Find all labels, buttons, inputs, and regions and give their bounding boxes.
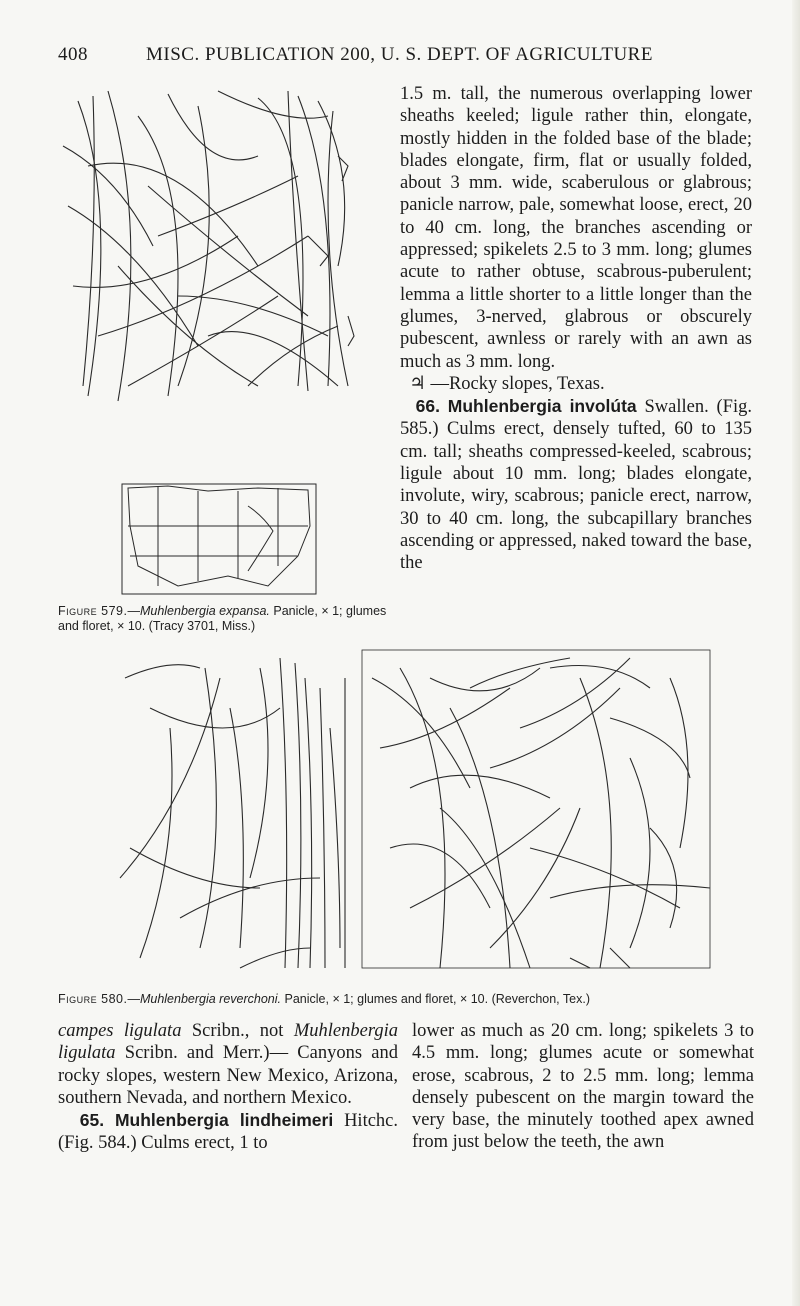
figure-580-illustration (110, 648, 720, 983)
species-name: Muhlenbergia expansa. (139, 604, 270, 618)
species-number: 65. (79, 1110, 105, 1131)
running-title: MISC. PUBLICATION 200, U. S. DEPT. OF AGRICULTURE (146, 44, 653, 65)
panicle-drawing-580 (110, 648, 720, 983)
caption-text: Panicle, × 1; glumes and floret, × 10. (Tracy 3701, Miss.) (58, 604, 387, 633)
text-column-bottom-left (58, 1020, 398, 1155)
page-number: 408 (58, 44, 88, 65)
species-heading: Muhlenbergia involúta (447, 396, 637, 417)
species-description: Swallen. (Fig. 585.) Culms erect, densely tufted, 60 to 135 cm. tall; sheaths compressed-keeled, scabrous; ligule about 10 mm. long; blades elongate, involute, wiry, scabrous; panicle erect, narrow, 30 to 40 cm. long, the subcapillary branches ascending or appressed, naked toward the base, the (400, 397, 752, 574)
perennial-symbol: ♃ (409, 373, 426, 394)
paragraph: lower as much as 20 cm. long; spikelets 3 to 4.5 mm. long; glumes acute or somewhat erose, scabrous, 2 to 2.5 mm. long; lemma densely pubescent on the margin toward the very base, the minutely toothed apex awned from just below the teeth, the awn (412, 1021, 754, 1153)
paragraph: 1.5 m. tall, the numerous overlapping lower sheaths keeled; ligule rather thin, elongate, mostly hidden in the folded base of the blade; blades elongate, firm, flat or usually folded, about 3 mm. wide, scaberulous or glabrous; panicle narrow, pale, somewhat loose, erect, 20 to 40 cm. long, the branches ascending or appressed; spikelets 2.5 to 3 mm. long; glumes acute to rather obtuse, scabrous-puberulent; lemma a little shorter to a little longer than the glumes, 3-nerved, glabrous or obscurely pubescent, awnless or rarely with an awn as much as 3 mm. long. (400, 84, 752, 372)
panicle-drawing-579 (58, 86, 398, 601)
text-column-bottom-right (412, 1020, 754, 1154)
species-number: 66. (415, 396, 440, 417)
figure-label: Figure 580. (58, 992, 128, 1006)
page-edge (792, 0, 800, 1306)
species-heading: Muhlenbergia lindheimeri (114, 1110, 334, 1131)
text-column-right (400, 83, 752, 575)
figure-579-illustration (58, 86, 398, 601)
range-text: Scribn. and Merr.)— Canyons and rocky slopes, western New Mexico, Arizona, southern Nevada, and northern Mexico. (58, 1043, 398, 1108)
synonym-name: campes ligulata (58, 1021, 182, 1041)
figure-580-caption: Figure 580.—Muhlenbergia reverchoni. Panicle, × 1; glumes and floret, × 10. (Reverchon, Tex.) (58, 992, 590, 1006)
range-text: —Rocky slopes, Texas. (430, 373, 605, 394)
figure-label: Figure 579. (58, 604, 128, 618)
distribution-map (122, 484, 316, 594)
figure-579-caption: Figure 579.—Muhlenbergia expansa. Panicle, × 1; glumes and floret, × 10. (Tracy 3701, Miss.) (58, 604, 387, 633)
caption-text: Panicle, × 1; glumes and floret, × 10. (Reverchon, Tex.) (284, 992, 590, 1006)
synonym-name: Muhlenbergia ligulata (58, 1021, 398, 1064)
synonym-author: Scribn., not (191, 1021, 284, 1041)
species-description: Hitchc. (Fig. 584.) Culms erect, 1 to (58, 1111, 398, 1154)
species-name: Muhlenbergia reverchoni. (139, 992, 282, 1006)
page-header (58, 44, 658, 72)
